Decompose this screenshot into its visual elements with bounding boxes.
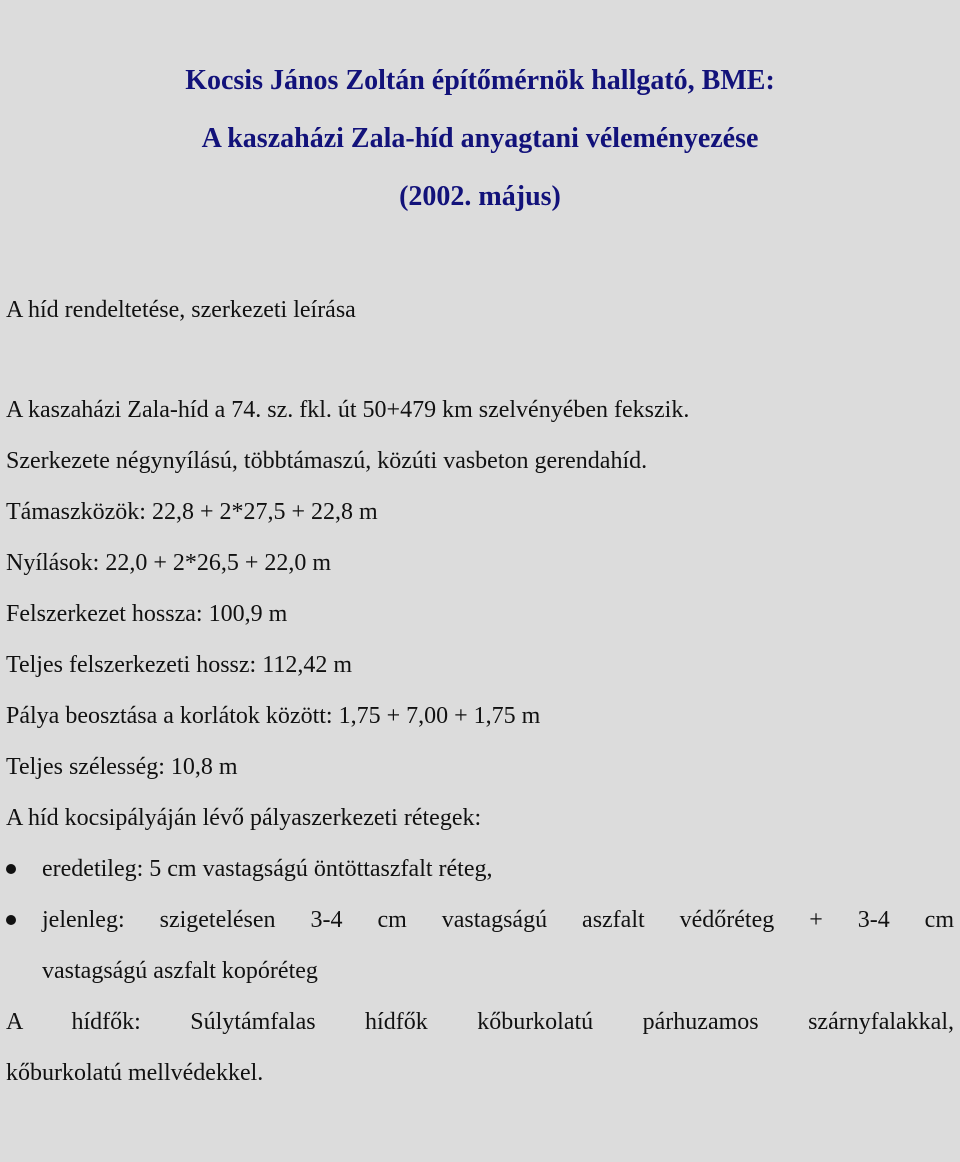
title-line-author: Kocsis János Zoltán építőmérnök hallgató, BME: <box>185 65 775 96</box>
list-item-text-line2: vastagságú aszfalt kopóréteg <box>42 958 318 984</box>
paragraph-lane-layout: Pálya beosztása a korlátok között: 1,75 + 7,00 + 1,75 m <box>6 703 541 729</box>
list-item-text-line1: jelenleg: szigetelésen 3-4 cm vastagságú aszfalt védőréteg + 3-4 cm <box>42 907 954 933</box>
layers-list <box>6 849 954 1002</box>
list-item-text: eredetileg: 5 cm vastagságú öntöttaszfalt réteg, <box>42 856 493 882</box>
paragraph-total-length: Teljes felszerkezeti hossz: 112,42 m <box>6 652 352 678</box>
paragraph-layers-intro: A híd kocsipályáján lévő pályaszerkezeti rétegek: <box>6 805 482 831</box>
paragraph-location: A kaszaházi Zala-híd a 74. sz. fkl. út 50+479 km szelvényében fekszik. <box>6 397 690 423</box>
paragraph-abutments-line1: A hídfők: Súlytámfalas hídfők kőburkolatú párhuzamos szárnyfalakkal, <box>6 1009 954 1035</box>
paragraph-spans: Támaszközök: 22,8 + 2*27,5 + 22,8 m <box>6 499 378 525</box>
section-heading: A híd rendeltetése, szerkezeti leírása <box>6 297 356 323</box>
paragraph-superstructure-length: Felszerkezet hossza: 100,9 m <box>6 601 288 627</box>
list-item-current-layer <box>6 900 954 1002</box>
document-body <box>6 390 954 1104</box>
paragraph-openings: Nyílások: 22,0 + 2*26,5 + 22,0 m <box>6 550 332 576</box>
paragraph-structure: Szerkezete négynyílású, többtámaszú, közúti vasbeton gerendahíd. <box>6 448 648 474</box>
title-line-subject: A kaszaházi Zala-híd anyagtani véleményezése <box>201 123 759 154</box>
paragraph-abutments-line2: kőburkolatú mellvédekkel. <box>6 1060 264 1086</box>
list-item-original-layer <box>6 849 954 900</box>
bullet-dot-icon <box>6 915 16 925</box>
title-line-date: (2002. május) <box>399 181 561 212</box>
document-title <box>0 52 960 226</box>
bullet-dot-icon <box>6 864 16 874</box>
paragraph-total-width: Teljes szélesség: 10,8 m <box>6 754 238 780</box>
